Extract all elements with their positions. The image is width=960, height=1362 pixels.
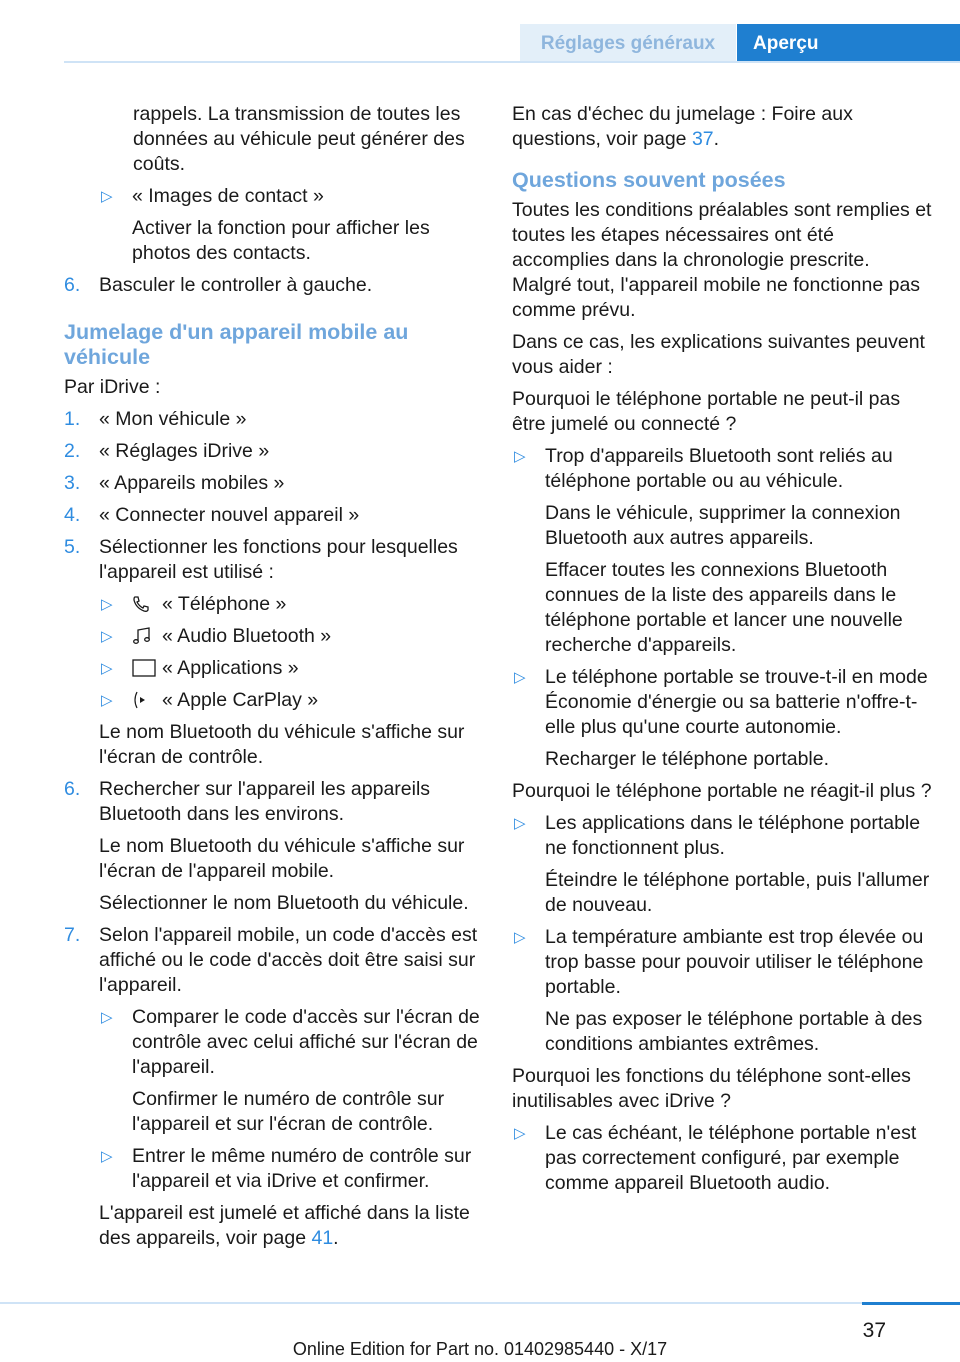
- list-item: [64, 777, 482, 916]
- step-number: 3.: [64, 472, 81, 494]
- list-item: [512, 444, 932, 658]
- list-item: [64, 407, 482, 432]
- step-number: 7.: [64, 924, 81, 946]
- function-label: « Téléphone »: [162, 593, 287, 615]
- function-label: « Audio Bluetooth »: [162, 625, 332, 647]
- bullet-text: La température ambiante est trop élevée ou trop basse pour pouvoir utiliser le téléphone portable.: [545, 926, 924, 998]
- list-item: [99, 184, 482, 266]
- bullet-text: « Images de contact »: [132, 185, 324, 207]
- triangle-bullet-icon: ▷: [101, 692, 113, 709]
- bullet-text: Entrer le même numéro de contrôle sur l'appareil et via iDrive et confirmer.: [132, 1145, 472, 1192]
- list-item: [99, 1144, 482, 1194]
- bullet-text: Le téléphone portable se trouve-t-il en mode Économie d'énergie ou sa batterie n'offre-t-elle plus qu'une courte autonomie.: [545, 666, 928, 738]
- triangle-bullet-icon: ▷: [101, 628, 113, 645]
- paragraph: Dans ce cas, les explications suivantes peuvent vous aider :: [512, 331, 925, 378]
- step-number: 4.: [64, 504, 81, 526]
- list-item: [64, 273, 482, 298]
- triangle-bullet-icon: ▷: [514, 448, 526, 465]
- bullet-text: Trop d'appareils Bluetooth sont reliés au téléphone portable ou au véhicule.: [545, 445, 893, 492]
- triangle-bullet-icon: ▷: [514, 1125, 526, 1142]
- step-text: Selon l'appareil mobile, un code d'accès est affiché ou le code d'accès doit être saisi sur l'appareil.: [99, 924, 478, 996]
- bullet-text: Le cas échéant, le téléphone portable n'est pas correctement configuré, par exemple comme appareil Bluetooth audio.: [545, 1122, 917, 1194]
- step-note: Le nom Bluetooth du véhicule s'affiche sur l'écran de contrôle.: [99, 721, 465, 768]
- page-number: 37: [862, 1319, 886, 1342]
- triangle-bullet-icon: ▷: [514, 929, 526, 946]
- step-text: « Appareils mobiles »: [99, 472, 285, 494]
- list-item: [64, 471, 482, 496]
- triangle-bullet-icon: ▷: [101, 188, 113, 205]
- list-item: [99, 688, 482, 713]
- step-number: 6.: [64, 274, 81, 296]
- applications-icon: [132, 656, 162, 681]
- continued-text: rappels. La transmission de toutes les données au véhicule peut générer des coûts.: [133, 103, 465, 175]
- step-text: Rechercher sur l'appareil les appareils Bluetooth dans les environs.: [99, 778, 431, 825]
- list-item: [64, 439, 482, 464]
- triangle-bullet-icon: ▷: [514, 815, 526, 832]
- list-item: [64, 503, 482, 528]
- step-text: Basculer le controller à gauche.: [99, 274, 373, 296]
- step-text: « Réglages iDrive »: [99, 440, 270, 462]
- page-link[interactable]: 37: [691, 128, 714, 150]
- breadcrumb[interactable]: Réglages généraux: [520, 24, 736, 62]
- bullet-text: Comparer le code d'accès sur l'écran de contrôle avec celui affiché sur l'écran de l'appareil.: [132, 1006, 480, 1078]
- bullet-desc: Effacer toutes les connexions Bluetooth connues de la liste des appareils dans le téléphone portable et lancer une nouvelle recherche d'appareils.: [545, 559, 903, 656]
- bullet-desc: Éteindre le téléphone portable, puis l'allumer de nouveau.: [545, 869, 930, 916]
- question: Pourquoi le téléphone portable ne peut-il pas être jumelé ou connecté ?: [512, 388, 901, 435]
- intro-text: Par iDrive :: [64, 376, 161, 398]
- triangle-bullet-icon: ▷: [101, 1148, 113, 1165]
- music-note-icon: [132, 624, 162, 649]
- step-text: Sélectionner les fonctions pour lesquelles l'appareil est utilisé :: [99, 536, 458, 583]
- function-label: « Applications »: [162, 657, 299, 679]
- step-number: 2.: [64, 440, 81, 462]
- footer-divider: [0, 1302, 960, 1304]
- step-note: Sélectionner le nom Bluetooth du véhicule.: [99, 892, 469, 914]
- paragraph: Toutes les conditions préalables sont remplies et toutes les étapes nécessaires ont été accomplies dans la chronologie prescrite. Malgré tout, l'appareil mobile ne fonctionne pas comme prévu.: [512, 199, 932, 321]
- section-title: Questions souvent posées: [512, 168, 786, 192]
- question: Pourquoi le téléphone portable ne réagit-il plus ?: [512, 780, 932, 802]
- question: Pourquoi les fonctions du téléphone sont-elles inutilisables avec iDrive ?: [512, 1065, 911, 1112]
- final-text: L'appareil est jumelé et affiché dans la liste des appareils, voir page 41.: [99, 1202, 470, 1249]
- step-text: « Connecter nouvel appareil »: [99, 504, 360, 526]
- bullet-desc: Ne pas exposer le téléphone portable à des conditions ambiantes extrêmes.: [545, 1008, 923, 1055]
- bullet-desc: Dans le véhicule, supprimer la connexion Bluetooth aux autres appareils.: [545, 502, 901, 549]
- list-item: [64, 535, 482, 770]
- triangle-bullet-icon: ▷: [101, 660, 113, 677]
- step-note: Le nom Bluetooth du véhicule s'affiche sur l'écran de l'appareil mobile.: [99, 835, 465, 882]
- step-text: « Mon véhicule »: [99, 408, 247, 430]
- list-item: [99, 656, 482, 681]
- triangle-bullet-icon: ▷: [514, 669, 526, 686]
- list-item: [99, 624, 482, 649]
- tab-apercu[interactable]: Aperçu: [737, 24, 960, 62]
- triangle-bullet-icon: ▷: [101, 596, 113, 613]
- list-item: [99, 1005, 482, 1137]
- step-number: 6.: [64, 778, 81, 800]
- step-number: 1.: [64, 408, 81, 430]
- page-number-bar: [862, 1302, 960, 1305]
- left-column: [64, 102, 482, 1258]
- bullet-text: Les applications dans le téléphone portable ne fonctionnent plus.: [545, 812, 921, 859]
- list-item: [512, 811, 932, 918]
- carplay-icon: [132, 688, 162, 713]
- right-column: [512, 102, 932, 1203]
- list-item: [512, 665, 932, 772]
- step-number: 5.: [64, 536, 81, 558]
- list-item: [64, 923, 482, 1251]
- bullet-desc: Confirmer le numéro de contrôle sur l'appareil et sur l'écran de contrôle.: [132, 1088, 445, 1135]
- header-divider: [64, 61, 960, 63]
- phone-icon: [132, 592, 162, 617]
- list-item: [512, 1121, 932, 1196]
- function-label: « Apple CarPlay »: [162, 689, 319, 711]
- page-link[interactable]: 41: [311, 1227, 334, 1249]
- triangle-bullet-icon: ▷: [101, 1009, 113, 1026]
- bullet-desc: Recharger le téléphone portable.: [545, 748, 830, 770]
- list-item: [512, 925, 932, 1057]
- fail-text: En cas d'échec du jumelage : Foire aux questions, voir page 37.: [512, 103, 853, 150]
- list-item: [99, 592, 482, 617]
- section-title: Jumelage d'un appareil mobile au véhicule: [64, 320, 409, 369]
- edition-footer: Online Edition for Part no. 01402985440 - X/17: [292, 1339, 668, 1359]
- bullet-desc: Activer la fonction pour afficher les photos des contacts.: [132, 217, 430, 264]
